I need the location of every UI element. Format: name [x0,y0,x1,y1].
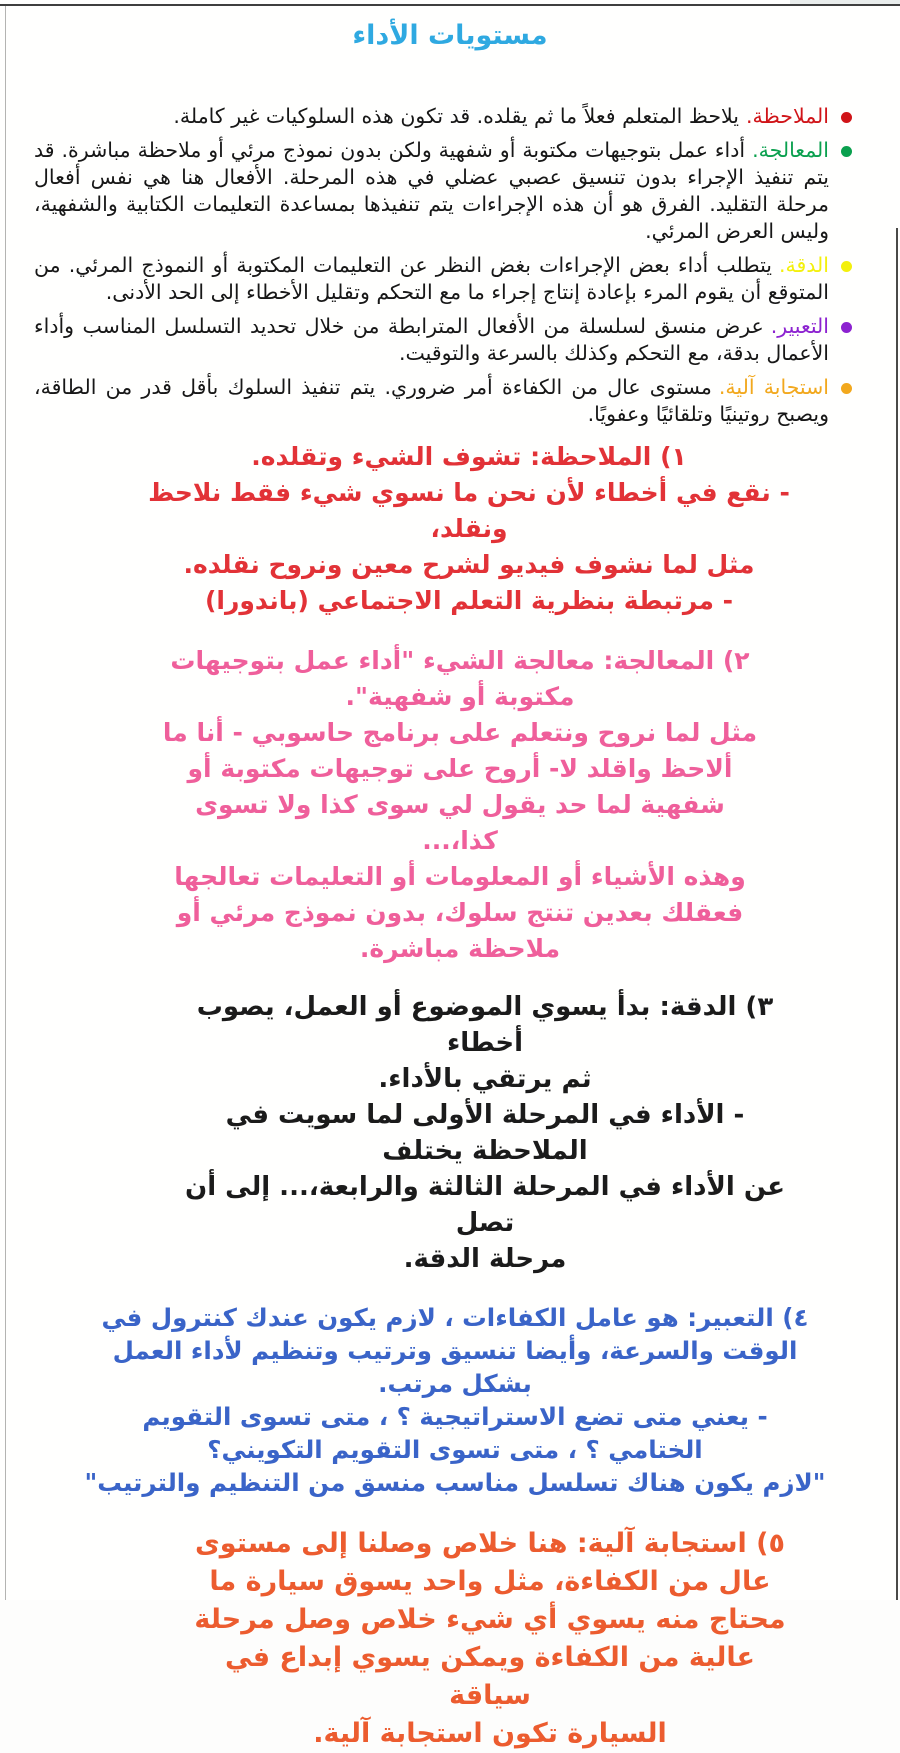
note-line: الختامي ؟ ، متى تسوى التقويم التكويني؟ [207,1434,703,1464]
performance-levels-list [34,103,866,429]
note-line: ألاحظ واقلد لا- أروح على توجيهات مكتوبة أو [187,753,733,783]
level-item-naturalization [34,374,856,428]
bullet-dot [841,146,852,157]
note-line: وهذه الأشياء أو المعلومات أو التعليمات تعالجها [174,861,746,891]
level-description: يلاحظ المتعلم فعلاً ما ثم يقلده. قد تكون هذه السلوكيات غير كاملة. [173,104,739,128]
note-line: مكتوبة أو شفهية". [345,681,575,711]
note-line: بشكل مرتب. [378,1368,532,1398]
note-line: فعقلك بعدين تنتج سلوك، بدون نموذج مرئي أو [176,897,744,927]
note-line: محتاج منه يسوي أي شيء خلاص وصل مرحلة [194,1603,786,1635]
level-text [34,374,829,428]
note-line: ٥) استجابة آلية: هنا خلاص وصلنا إلى مستوى [195,1527,785,1559]
level-item-articulation [34,313,856,367]
level-term: استجابة آلية. [718,375,829,400]
note-4-articulation [64,1301,846,1499]
note-line: ٤) التعبير: هو عامل الكفاءات ، لازم يكون عندك كنترول في [101,1302,809,1332]
note-line: ١) الملاحظة: تشوف الشيء وتقلده. [251,441,687,471]
note-line: مثل لما نشوف فيديو لشرح معين ونروح نقلده. [183,549,755,579]
note-line: السيارة تكون استجابة آلية. [313,1717,667,1749]
note-line: عال من الكفاءة، مثل واحد يسوق سيارة ما [209,1565,771,1597]
level-term: الملاحظة. [745,104,829,128]
note-line: ثم يرتقي بالأداء. [378,1063,592,1094]
note-line: - الأداء في المرحلة الأولى لما سويت في الملاحظة يختلف [225,1099,745,1166]
bullet-dot [841,383,852,394]
note-line: - يعني متى تضع الاستراتيجية ؟ ، متى تسوى التقويم [142,1401,768,1431]
bullet-dot [841,261,852,272]
level-description: أداء عمل بتوجيهات مكتوبة أو شفهية ولكن بدون نموذج مرئي أو ملاحظة مباشرة. قد يتم تنفيذ الإجراء بدون تنسيق عصبي عضلي في هذه المرحلة. الأفعال هنا هي نفس أفعال مرحلة التقليد. الفرق هو أن هذه الإجراءات يتم تنفيذها بمساعدة التعليمات الكتابية والشفهية، وليس العرض المرئي. [34,138,829,244]
note-line: ٣) الدقة: بدأ يسوي الموضوع أو العمل، يصوب أخطاء [196,991,774,1058]
level-text [34,137,829,245]
note-line: شفهية لما حد يقول لي سوى كذا ولا تسوى كذا،... [195,789,725,855]
level-description: عرض منسق لسلسلة من الأفعال المترابطة من خلال تحديد التسلسل المناسب وأداء الأعمال بدقة، مع التحكم وكذلك بالسرعة والتوقيت. [34,314,829,366]
bullet-dot [841,322,852,333]
bullet-dot [841,112,852,123]
note-line: "لازم يكون هناك تسلسل مناسب منسق من التنظيم والترتيب" [84,1467,826,1497]
note-line: عن الأداء في المرحلة الثالثة والرابعة،... إلى أن تصل [185,1171,785,1238]
level-term: الدقة. [778,253,829,278]
level-text [34,103,829,130]
level-term: التعبير. [770,314,829,339]
note-1-observation [138,439,800,619]
level-item-manipulation [34,137,856,245]
level-description: مستوى عال من الكفاءة أمر ضروري. يتم تنفيذ السلوك بأقل قدر من الطاقة، ويصبح روتينيًا وتلقائيًا وعفويًا. [34,375,829,427]
note-line: - نقع في أخطاء لأن نحن ما نسوي شيء فقط نلاحظ ونقلد، [148,477,790,543]
level-item-precision [34,252,856,306]
note-line: ملاحظة مباشرة. [359,933,561,963]
level-text [34,252,829,306]
note-line: مرحلة الدقة. [403,1243,567,1274]
note-2-manipulation [154,643,766,967]
note-line: ٢) المعالجة: معالجة الشيء "أداء عمل بتوجيهات [170,645,750,675]
note-line: مثل لما نروح ونتعلم على برنامج حاسوبي - أنا ما [162,717,758,747]
level-item-observation [34,103,856,130]
note-5-naturalization [184,1525,796,1753]
level-term: المعالجة. [752,138,829,163]
level-description: يتطلب أداء بعض الإجراءات بغض النظر عن التعليمات المكتوبة أو النموذج المرئي. من المتوقع أن يقوم المرء بإعادة إنتاج إجراء ما مع التحكم وتقليل الأخطاء إلى الحد الأدنى. [34,253,829,305]
page-title: مستويات الأداء [352,20,548,51]
level-text [34,313,829,367]
note-line: - مرتبطة بنظرية التعلم الاجتماعي (باندورا) [204,585,734,615]
note-line: الوقت والسرعة، وأيضا تنسيق وترتيب وتنظيم لأداء العمل [112,1335,798,1365]
note-3-precision [164,989,806,1277]
note-line: عالية من الكفاءة ويمكن يسوي إبداع في سياقة [225,1641,755,1711]
